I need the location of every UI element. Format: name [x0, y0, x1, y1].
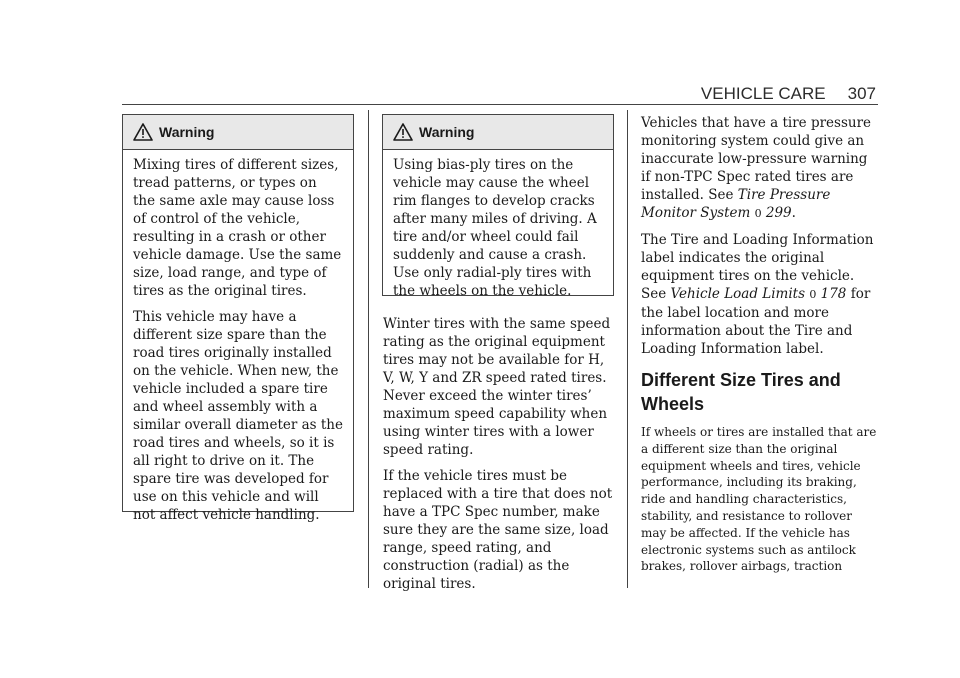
warning-box-left	[122, 114, 354, 523]
column-divider-1	[368, 110, 369, 588]
cross-reference-page[interactable]: 178	[820, 286, 847, 302]
page-number: 307	[847, 84, 876, 103]
warning-triangle-icon	[133, 123, 153, 141]
body-paragraph: The Tire and Loading Information label indicates the original equipment tires on the vehicle. See Vehicle Load Limits 0 178 for the label location and more information about the Tire and Loading Information label.	[641, 232, 874, 357]
column-divider-2	[627, 110, 628, 588]
warning-header	[383, 115, 613, 150]
warning-title: Warning	[419, 124, 475, 140]
cross-reference-page[interactable]: 299	[765, 205, 792, 221]
body-paragraph: If the vehicle tires must be replaced with a tire that does not have a TPC Spec number, make sure they are the same size, load range, speed rating, and construction (radial) as the original tires.	[383, 468, 613, 592]
cross-reference-link[interactable]: Tire Pressure Monitor System	[641, 187, 831, 221]
page-header	[700, 84, 876, 104]
page-ref-arrow-icon: 0	[754, 207, 762, 220]
warning-triangle-icon	[393, 123, 413, 141]
warning-header	[123, 115, 353, 150]
warning-paragraph: Using bias-ply tires on the vehicle may cause the wheel rim flanges to develop cracks after many miles of driving. A tire and/or wheel could fail suddenly and cause a crash. Use only radial-ply tires with the wheels on the vehicle.	[393, 157, 597, 299]
section-title: VEHICLE CARE	[700, 84, 826, 103]
warning-paragraph: This vehicle may have a different size spare than the road tires originally installed on the vehicle. When new, the vehicle included a spare tire and wheel assembly with a similar overall diameter as the road tires and wheels, so it is all right to drive on it. The spare tire was developed for use on this vehicle and will not affect vehicle handling.	[133, 309, 343, 523]
body-paragraph-small: If wheels or tires are installed that are a different size than the original equipment wheels and tires, vehicle performance, including its braking, ride and handling characteristics, stability, and resistance to rollover may be affected. If the vehicle has electronic systems such as antilock brakes, rollover airbags, traction	[641, 425, 877, 574]
page-ref-arrow-icon: 0	[809, 288, 817, 301]
section-heading: Different Size Tires and Wheels	[641, 370, 841, 414]
warning-box-middle	[382, 114, 614, 299]
middle-column-text	[383, 315, 615, 601]
cross-reference-link[interactable]: Vehicle Load Limits	[670, 286, 806, 302]
right-column-text	[641, 114, 878, 583]
warning-title: Warning	[159, 124, 215, 140]
warning-paragraph: Mixing tires of different sizes, tread patterns, or types on the same axle may cause loss of control of the vehicle, resulting in a crash or other vehicle damage. Use the same size, load range, and type of tires as the original tires.	[133, 157, 342, 299]
body-paragraph: Vehicles that have a tire pressure monitoring system could give an inaccurate low-pressure warning if non-TPC Spec rated tires are installed. See Tire Pressure Monitor System 0 299.	[641, 115, 872, 221]
body-paragraph: Winter tires with the same speed rating as the original equipment tires may not be available for H, V, W, Y and ZR speed rated tires. Never exceed the winter tires’ maximum speed capability when using winter tires with a lower speed rating.	[383, 316, 611, 458]
header-rule	[122, 104, 878, 105]
